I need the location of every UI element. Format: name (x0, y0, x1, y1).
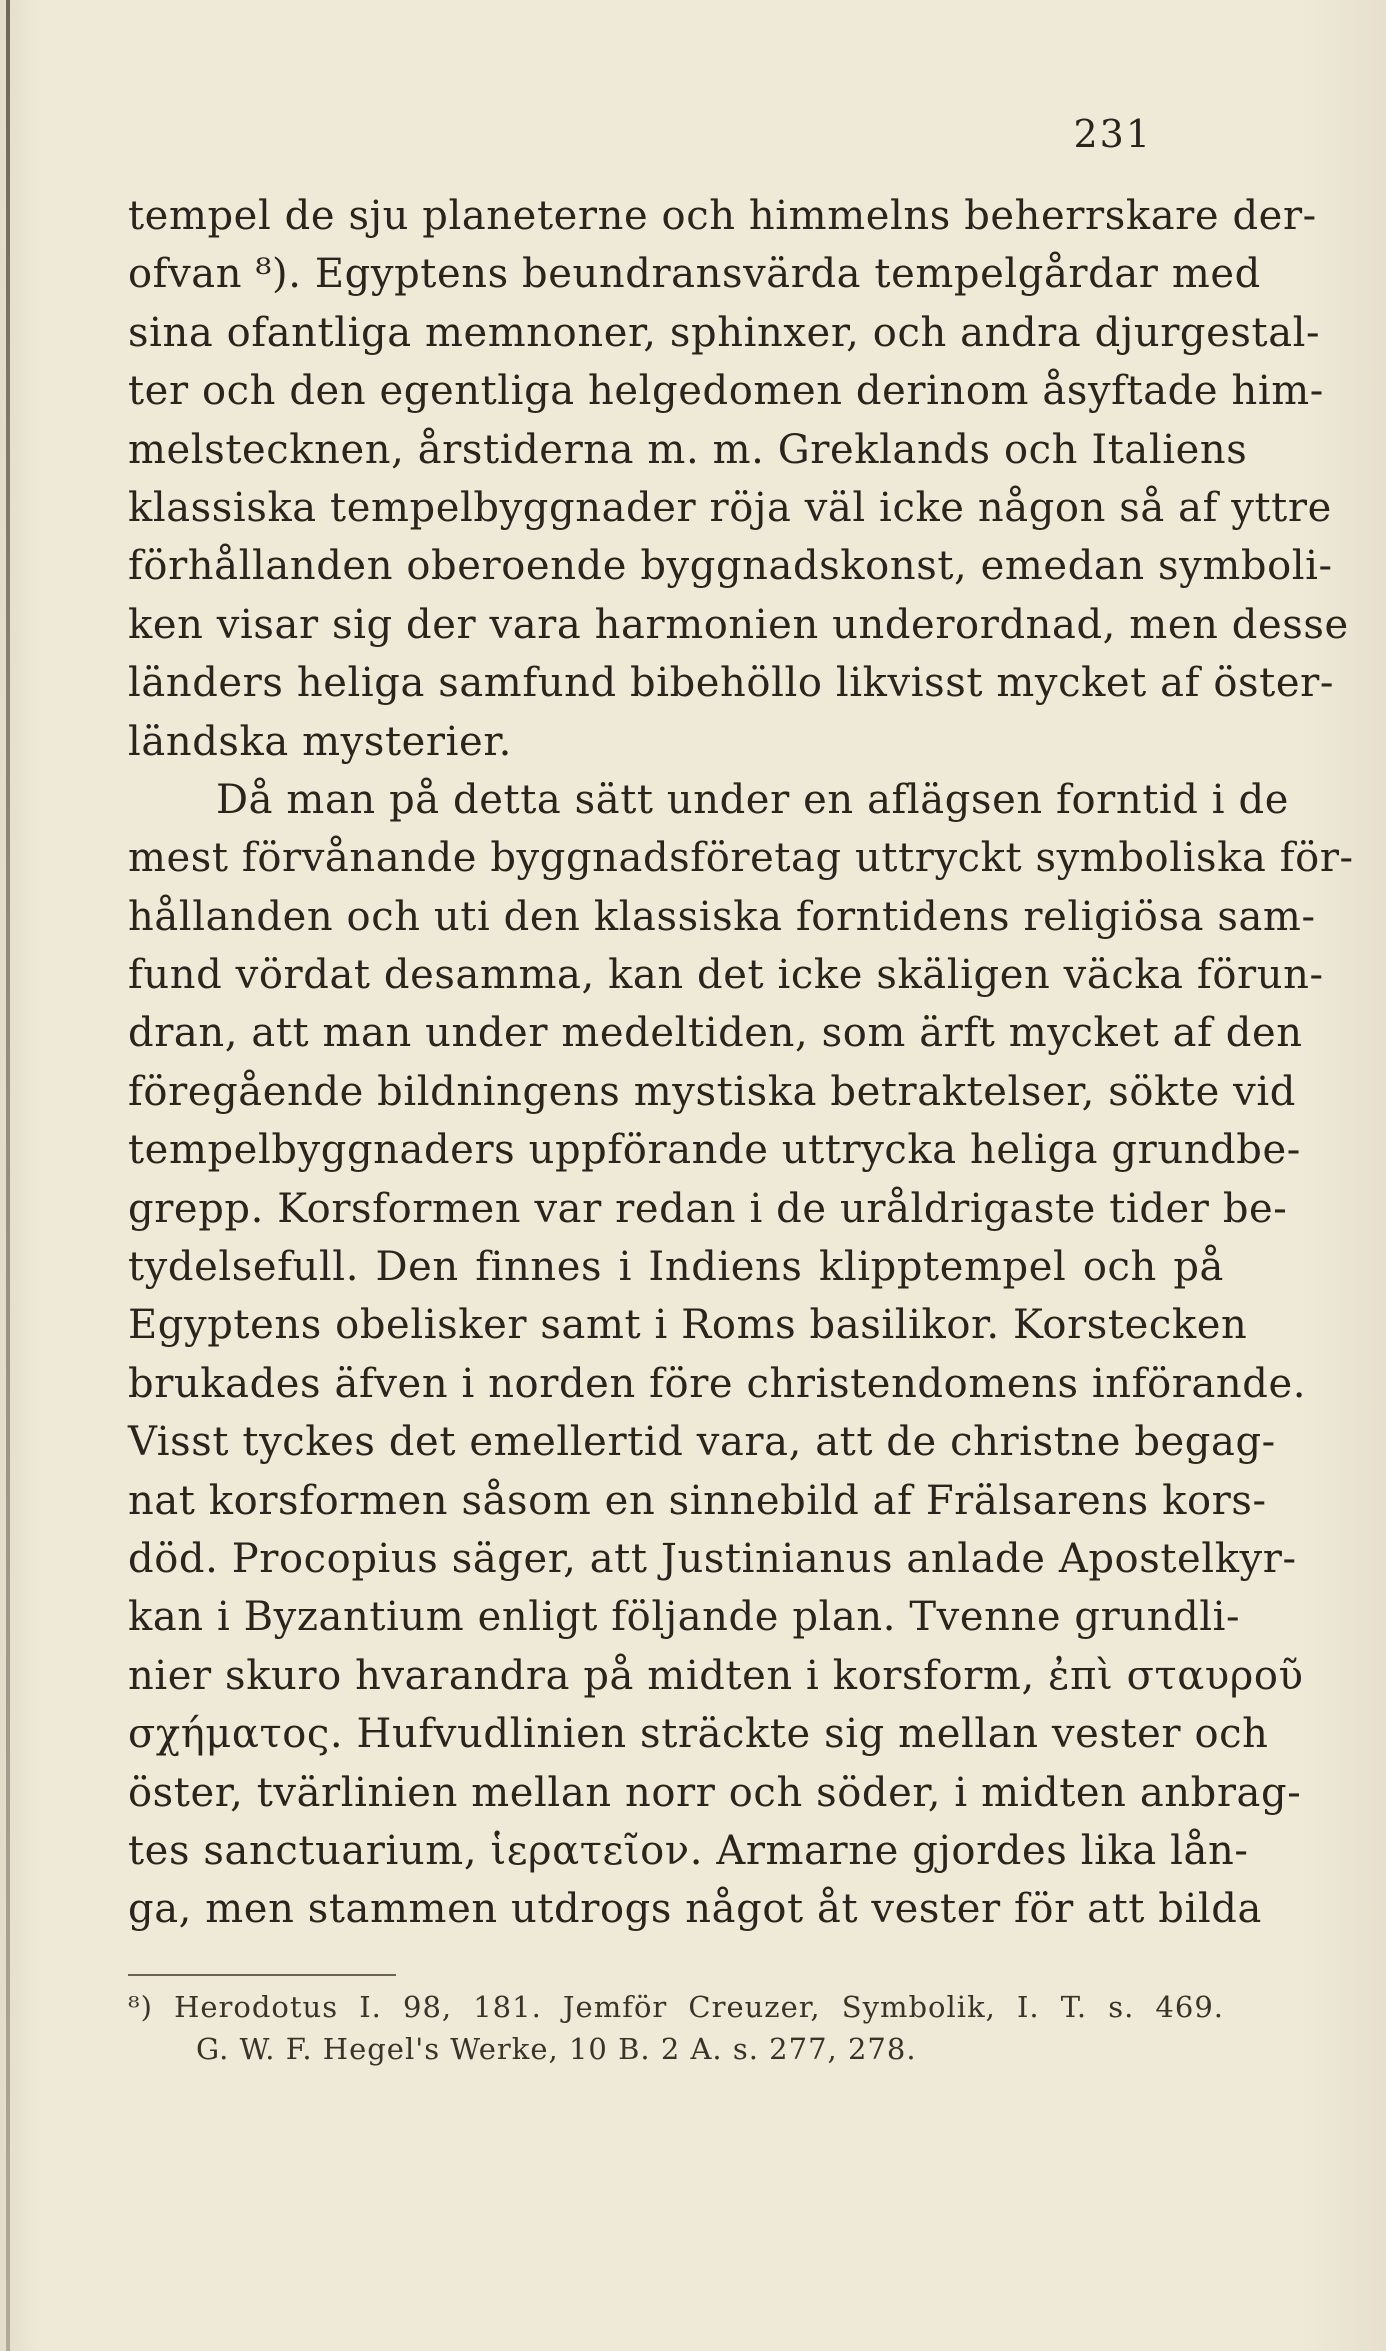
page-number: 231 (1073, 112, 1152, 156)
text-line: tes sanctuarium, ἱερατεῖον. Armarne gjordes lika lån- (128, 1827, 1249, 1874)
text-line: nier skuro hvarandra på midten i korsform, ἐπὶ σταυροῦ (128, 1652, 1304, 1699)
text-line: Egyptens obelisker samt i Roms basilikor. Korstecken (128, 1302, 1248, 1349)
text-line: ländska mysterier. (128, 718, 512, 765)
text-line: föregående bildningens mystiska betraktelser, sökte vid (128, 1068, 1296, 1115)
footnotes (128, 1986, 1224, 2070)
body-text (128, 187, 1354, 1939)
text-line: dran, att man under medeltiden, som ärft mycket af den (128, 1010, 1303, 1057)
text-line: brukades äfven i norden före christendomens införande. (128, 1360, 1307, 1407)
text-line: ken visar sig der vara harmonien underordnad, men desse (128, 601, 1349, 648)
text-line: kan i Byzantium enligt följande plan. Tvenne grundli- (128, 1594, 1241, 1641)
text-line: Visst tyckes det emellertid vara, att de christne begag- (128, 1419, 1276, 1466)
page-edge (6, 0, 10, 2351)
text-line: ga, men stammen utdrogs något åt vester för att bilda (128, 1886, 1262, 1933)
text-line: mest förvånande byggnadsföretag uttryckt symboliska för- (128, 835, 1354, 882)
text-line: tydelsefull. Den finnes i Indiens klipptempel och på (128, 1244, 1224, 1291)
footnote-line: G. W. F. Hegel's Werke, 10 B. 2 A. s. 277, 278. (196, 2032, 917, 2066)
text-line: ofvan ⁸). Egyptens beundransvärda tempelgårdar med (128, 251, 1261, 298)
text-line: död. Procopius säger, att Justinianus anlade Apostelkyr- (128, 1535, 1297, 1582)
text-line: ter och den egentliga helgedomen derinom åsyftade him- (128, 368, 1324, 415)
text-line: grepp. Korsformen var redan i de uråldrigaste tider be- (128, 1185, 1288, 1232)
text-line: hållanden och uti den klassiska forntidens religiösa sam- (128, 893, 1316, 940)
text-line: nat korsformen såsom en sinnebild af Frälsarens kors- (128, 1477, 1267, 1524)
text-line: länders heliga samfund bibehöllo likvisst mycket af öster- (128, 660, 1334, 707)
text-line: tempelbyggnaders uppförande uttrycka heliga grundbe- (128, 1127, 1301, 1174)
text-line: sina ofantliga memnoner, sphinxer, och andra djurgestal- (128, 309, 1321, 356)
footnote-line: ⁸) Herodotus I. 98, 181. Jemför Creuzer, Symbolik, I. T. s. 469. (128, 1990, 1224, 2024)
text-line: tempel de sju planeterne och himmelns beherrskare der- (128, 193, 1317, 239)
text-line: fund vördat desamma, kan det icke skäligen väcka förun- (128, 952, 1324, 999)
footnote-rule (128, 1974, 396, 1976)
text-line: σχήματος. Hufvudlinien sträckte sig mellan vester och (128, 1711, 1269, 1758)
text-line: melstecknen, årstiderna m. m. Greklands och Italiens (128, 426, 1248, 473)
text-line: Då man på detta sätt under en aflägsen forntid i de (216, 776, 1289, 823)
text-line: förhållanden oberoende byggnadskonst, emedan symboli- (128, 543, 1333, 590)
text-line: öster, tvärlinien mellan norr och söder, i midten anbrag- (128, 1769, 1302, 1816)
text-line: klassiska tempelbyggnader röja väl icke någon så af yttre (128, 484, 1332, 531)
